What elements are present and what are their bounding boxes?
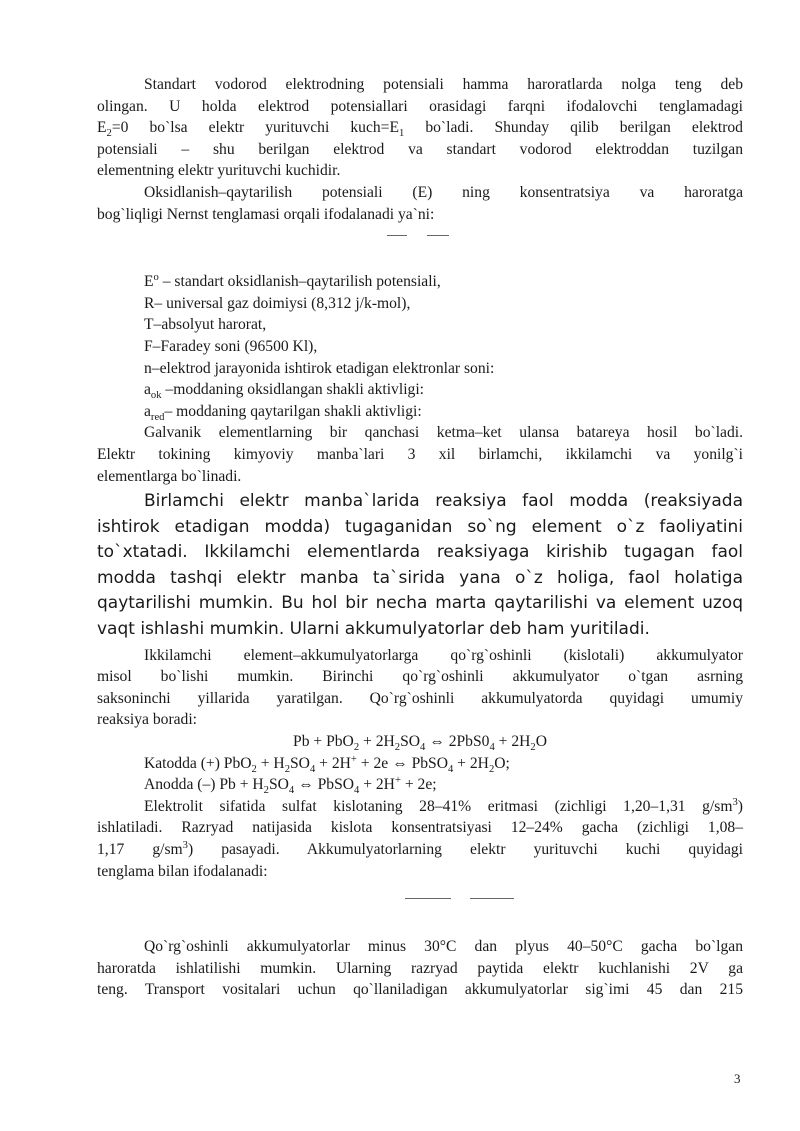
paragraph-secondary-elements (97, 645, 743, 731)
text-run: SO (400, 733, 421, 751)
subscript: 2 (106, 128, 112, 140)
text-run: a (144, 402, 151, 420)
text-run: –moddaning oksidlangan shakli aktivligi: (161, 381, 424, 399)
superscript: 3 (182, 839, 188, 851)
text-line: olingan. U holda elektrod potensiallari orasidagi farqni ifodalovchi tenglamadagi (97, 97, 743, 115)
text-line: Elektr tokining kimyoviy manba`lari 3 xil birlamchi, ikkilamchi va yonilg`i (97, 445, 743, 463)
text-run: Anodda (–) Pb + H (144, 776, 264, 794)
paragraph-temperature-range (97, 936, 743, 1001)
nernst-equation (97, 225, 743, 249)
text-line: qaytarilishi mumkin. Bu hol bir necha marta qaytarilishi va element uzoq (97, 593, 743, 614)
text-line: haroratda ishlatilishi mumkin. Ularning razryad paytida elektr kuchlanishi 2V ga (97, 959, 743, 977)
paragraph-nernst-intro (97, 182, 743, 225)
text-run: + 2H (359, 776, 395, 794)
subscript: 2 (251, 763, 257, 775)
text-run: O; (494, 754, 510, 772)
superscript: o (153, 271, 159, 283)
text-line: tenglama bilan ifodalanadi: (97, 862, 268, 880)
fraction-bar (387, 235, 407, 236)
superscript: + (394, 775, 401, 787)
definition-e0 (97, 271, 743, 293)
text-run: + 2e; (400, 776, 437, 794)
superscript: 3 (732, 796, 738, 808)
subscript: 2 (263, 785, 269, 797)
text-line: ishtirok etadigan modda) tugaganidan so`ng element o`z faoliyatini (97, 516, 743, 537)
subscript: 2 (284, 763, 290, 775)
text-line: Galvanik elementlarning bir qanchasi ketma–ket ulansa batareya hosil bo`ladi. (144, 424, 743, 442)
text-run: – standart oksidlanish–qaytarilish potensiali, (158, 273, 441, 291)
text-line: vaqt ishlashi mumkin. Ularni akkumulyatorlar deb ham yuritiladi. (97, 619, 650, 640)
subscript: 4 (309, 763, 316, 775)
fraction-bar (470, 898, 514, 899)
text-line: misol bo`lishi mumkin. Birinchi qo`rg`oshinli akkumulyator o`tgan asrning (97, 668, 743, 686)
text-run: + 2e ⇔ PbSO (356, 754, 448, 772)
paragraph-primary-sources (97, 489, 743, 643)
text-run: SO (268, 776, 289, 794)
text-run: E (144, 273, 154, 291)
subscript: 2 (488, 763, 495, 775)
text-run: – moddaning qaytarilgan shakli aktivligi: (164, 402, 422, 420)
text-line: Qo`rg`oshinli akkumulyatorlar minus 30°C dan plyus 40–50°C gacha bo`lgan (144, 938, 743, 956)
text-run: Katodda (+) PbO (144, 754, 252, 772)
subscript: 2 (530, 742, 536, 754)
definitions-list (97, 271, 743, 422)
text-line: Standart vodorod elektrodning potensiali hamma haroratlarda nolga teng deb (144, 76, 743, 93)
fraction-bar (427, 235, 449, 236)
subscript: 4 (288, 785, 295, 797)
subscript: 4 (354, 785, 360, 797)
text-run: a (144, 381, 151, 399)
text-line: bog`liqligi Nernst tenglamasi orqali ifodalanadi ya`ni: (97, 205, 435, 223)
definition-ared (97, 401, 743, 423)
text-run: O (535, 733, 547, 751)
text-run: + 2H (494, 733, 531, 751)
text-run: Pb + PbO (293, 733, 354, 751)
text-line (97, 839, 743, 861)
text-run: bo`ladi. Shunday qilib berilgan elektrod (404, 119, 743, 137)
text-run: + H (256, 754, 285, 772)
subscript: ok (150, 390, 162, 402)
superscript: + (350, 753, 357, 765)
document-page (97, 74, 743, 1001)
page-number: 3 (734, 1071, 741, 1086)
text-run: =0 bo`lsa elektr yurituvchi kuch=E (111, 119, 399, 137)
definition-n: n–elektrod jarayonida ishtirok etadigan elektronlar soni: (144, 359, 495, 377)
text-line (97, 796, 743, 818)
text-line: ishlatiladi. Razryad natijasida kislota konsentratsiyasi 12–24% gacha (zichligi 1,08– (97, 819, 743, 837)
text-run: ⇔ 2PbS0 (425, 733, 490, 751)
subscript: 1 (398, 128, 405, 140)
text-line: modda tashqi elektr manba ta`sirida yana o`z holiga, faol holatiga (97, 567, 743, 588)
text-line: elementning elektr yurituvchi kuchidir. (97, 162, 341, 180)
text-run: ) pasayadi. Akkumulyatorlarning elektr yurituvchi kuchi quyidagi (187, 841, 743, 858)
cathode-reaction (97, 753, 743, 775)
definition-f: F–Faradey soni (96500 Kl), (144, 337, 318, 355)
text-line: Ikkilamchi element–akkumulyatorlarga qo`rg`oshinli (kislotali) akkumulyator (144, 646, 743, 664)
text-run: SO (290, 754, 310, 772)
text-line: Oksidlanish–qaytarilish potensiali (E) ning konsentratsiya va haroratga (144, 183, 743, 201)
text-run: E (97, 119, 107, 137)
anode-reaction (97, 774, 743, 796)
text-run: Elektrolit sifatida sulfat kislotaning 28–41% eritmasi (zichligi 1,20–1,31 g/sm (144, 797, 733, 815)
text-line: to`xtatadi. Ikkilamchi elementlarda reaksiyaga kirishib tugagan faol (97, 542, 743, 563)
subscript: red (150, 411, 165, 423)
text-line: Birlamchi elektr manba`larida reaksiya faol modda (reaksiyada (144, 491, 743, 512)
paragraph-standard-electrode (97, 74, 743, 182)
text-line: potensiali – shu berilgan elektrod va standart vodorod elektroddan tuzilgan (97, 140, 743, 158)
text-line: reaksiya boradi: (97, 711, 198, 729)
paragraph-galvanic (97, 422, 743, 487)
subscript: 2 (353, 742, 360, 754)
fraction-bar (405, 898, 451, 899)
text-line: saksoninchi yillarida yaratilgan. Qo`rg`oshinli akkumulyatorda quyidagi umumiy (97, 689, 743, 707)
subscript: 2 (394, 742, 401, 754)
text-line: teng. Transport vositalari uchun qo`llaniladigan akkumulyatorlar sig`imi 45 dan 215 (97, 981, 743, 999)
text-run: ⇔ PbSO (294, 776, 354, 794)
overall-reaction (97, 731, 743, 753)
subscript: 4 (489, 742, 495, 754)
text-line (97, 117, 743, 139)
definition-aok (97, 379, 743, 401)
subscript: 4 (420, 742, 426, 754)
text-run: + 2H (359, 733, 395, 751)
text-line: elementlarga bo`linadi. (97, 467, 242, 485)
emf-equation (97, 882, 743, 908)
text-run: 1,17 g/sm (97, 841, 183, 858)
subscript: 4 (447, 763, 454, 775)
text-run: ) (737, 797, 743, 815)
text-run: + 2H (315, 754, 351, 772)
paragraph-electrolyte (97, 796, 743, 882)
definition-t: T–absolyut harorat, (144, 316, 267, 334)
definition-r: R– universal gaz doimiysi (8,312 j/k-mol), (144, 294, 411, 312)
text-run: + 2H (453, 754, 489, 772)
